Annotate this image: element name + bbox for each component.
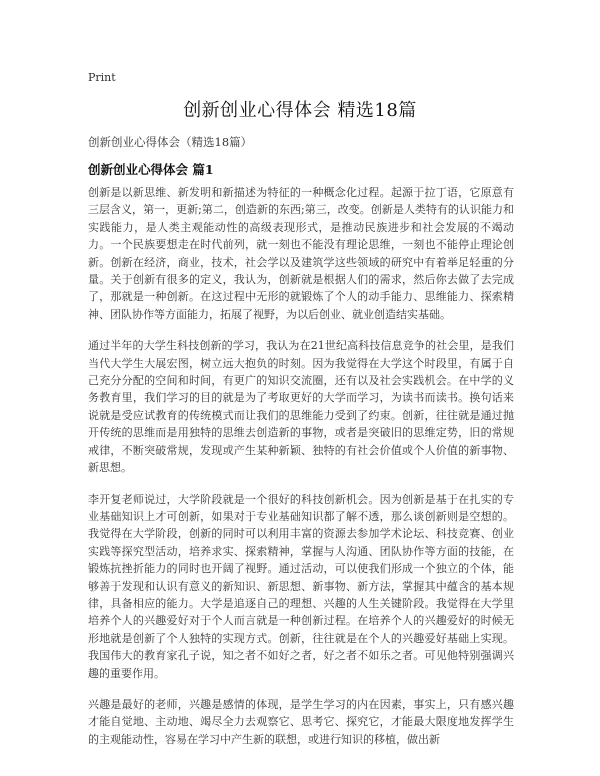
paragraph: 通过半年的大学生科技创新的学习，我认为在21世纪高科技信息竞争的社会里，是我们当代大学生大展宏图，树立远大抱负的时刻。因为我觉得在大学这个时段里，有属于自己充分分配的空间和时间，有更广的知识交流圈，还有以及社会实践机会。在中学的义务教育里，我们学习的目的就是为了考取更好的大学而学习，为读书而读书。换句话来说就是受应试教育的传统模式而让我们的思维能力受到了约束。创新，往往就是通过抛开传统的思维而是用独特的思维去创造新的事物，或者是突破旧的思维定势，旧的常规戒律，不断突破常规，发现或产生某种新颖、独特的有社会价值或个人价值的新事物、新思想。 [88, 339, 514, 475]
section-title: 创新创业心得体会 篇1 [88, 162, 214, 177]
print-link[interactable]: Print [88, 71, 116, 84]
paragraph: 创新是以新思维、新发明和新描述为特征的一种概念化过程。起源于拉丁语，它原意有三层含义，第一，更新;第二，创造新的东西;第三，改变。创新是人类特有的认识能力和实践能力，是人类主观能动性的高级表现形式，是推动民族进步和社会发展的不竭动力。一个民族要想走在时代前列，就一刻也不能没有理论思维，一刻也不能停止理论创新。创新在经济，商业，技术，社会学以及建筑学这些领域的研究中有着举足轻重的分量。关于创新有很多的定义，我认为，创新就是根据人们的需求，然后你去做了去完成了，那就是一种创新。在这过程中无形的就锻炼了个人的动手能力、思维能力、探索精神、团队协作等方面能力，拓展了视野，为以后创业、就业创造结实基础。 [88, 186, 514, 321]
document-subtitle: 创新创业心得体会（精选18篇） [88, 135, 253, 149]
page-title: 创新创业心得体会 精选18篇 [183, 100, 417, 121]
paragraph: 兴趣是最好的老师，兴趣是感情的体现，是学生学习的内在因素，事实上，只有感兴趣才能自觉地、主动地、竭尽全力去观察它、思考它、探究它，才能最大限度地发挥学生的主观能动性，容易在学习中产生新的联想，或进行知识的移植，做出新 [88, 697, 514, 746]
paragraph: 李开复老师说过，大学阶段就是一个很好的科技创新机会。因为创新是基于在扎实的专业基础知识上才可创新，如果对于专业基础知识都了解不透，那么谈创新则是空想的。我觉得在大学阶段，创新的同时可以利用丰富的资源去参加学术论坛、科技竞赛、创业实践等探究型活动，培养求实、探索精神，掌握与人沟通、团队协作等方面的技能，在锻炼抗挫折能力的同时也开阔了视野。通过活动，可以使我们形成一个独立的个体，能够善于发现和认识有意义的新知识、新思想、新事物、新方法，掌握其中蕴含的基本规律，具备相应的能力。大学是追逐自己的理想、兴趣的人生关键阶段。我觉得在大学里培养个人的兴趣爱好对于个人而言就是一种创新过程。在培养个人的兴趣爱好的时候无形地就是创新了个人独特的实现方式。创新，往往就是在个人的兴趣爱好基础上实现。我国伟大的教育家孔子说，知之者不如好之者，好之者不如乐之者。可见他特别强调兴趣的重要作用。 [88, 492, 514, 680]
article-body [88, 184, 514, 762]
